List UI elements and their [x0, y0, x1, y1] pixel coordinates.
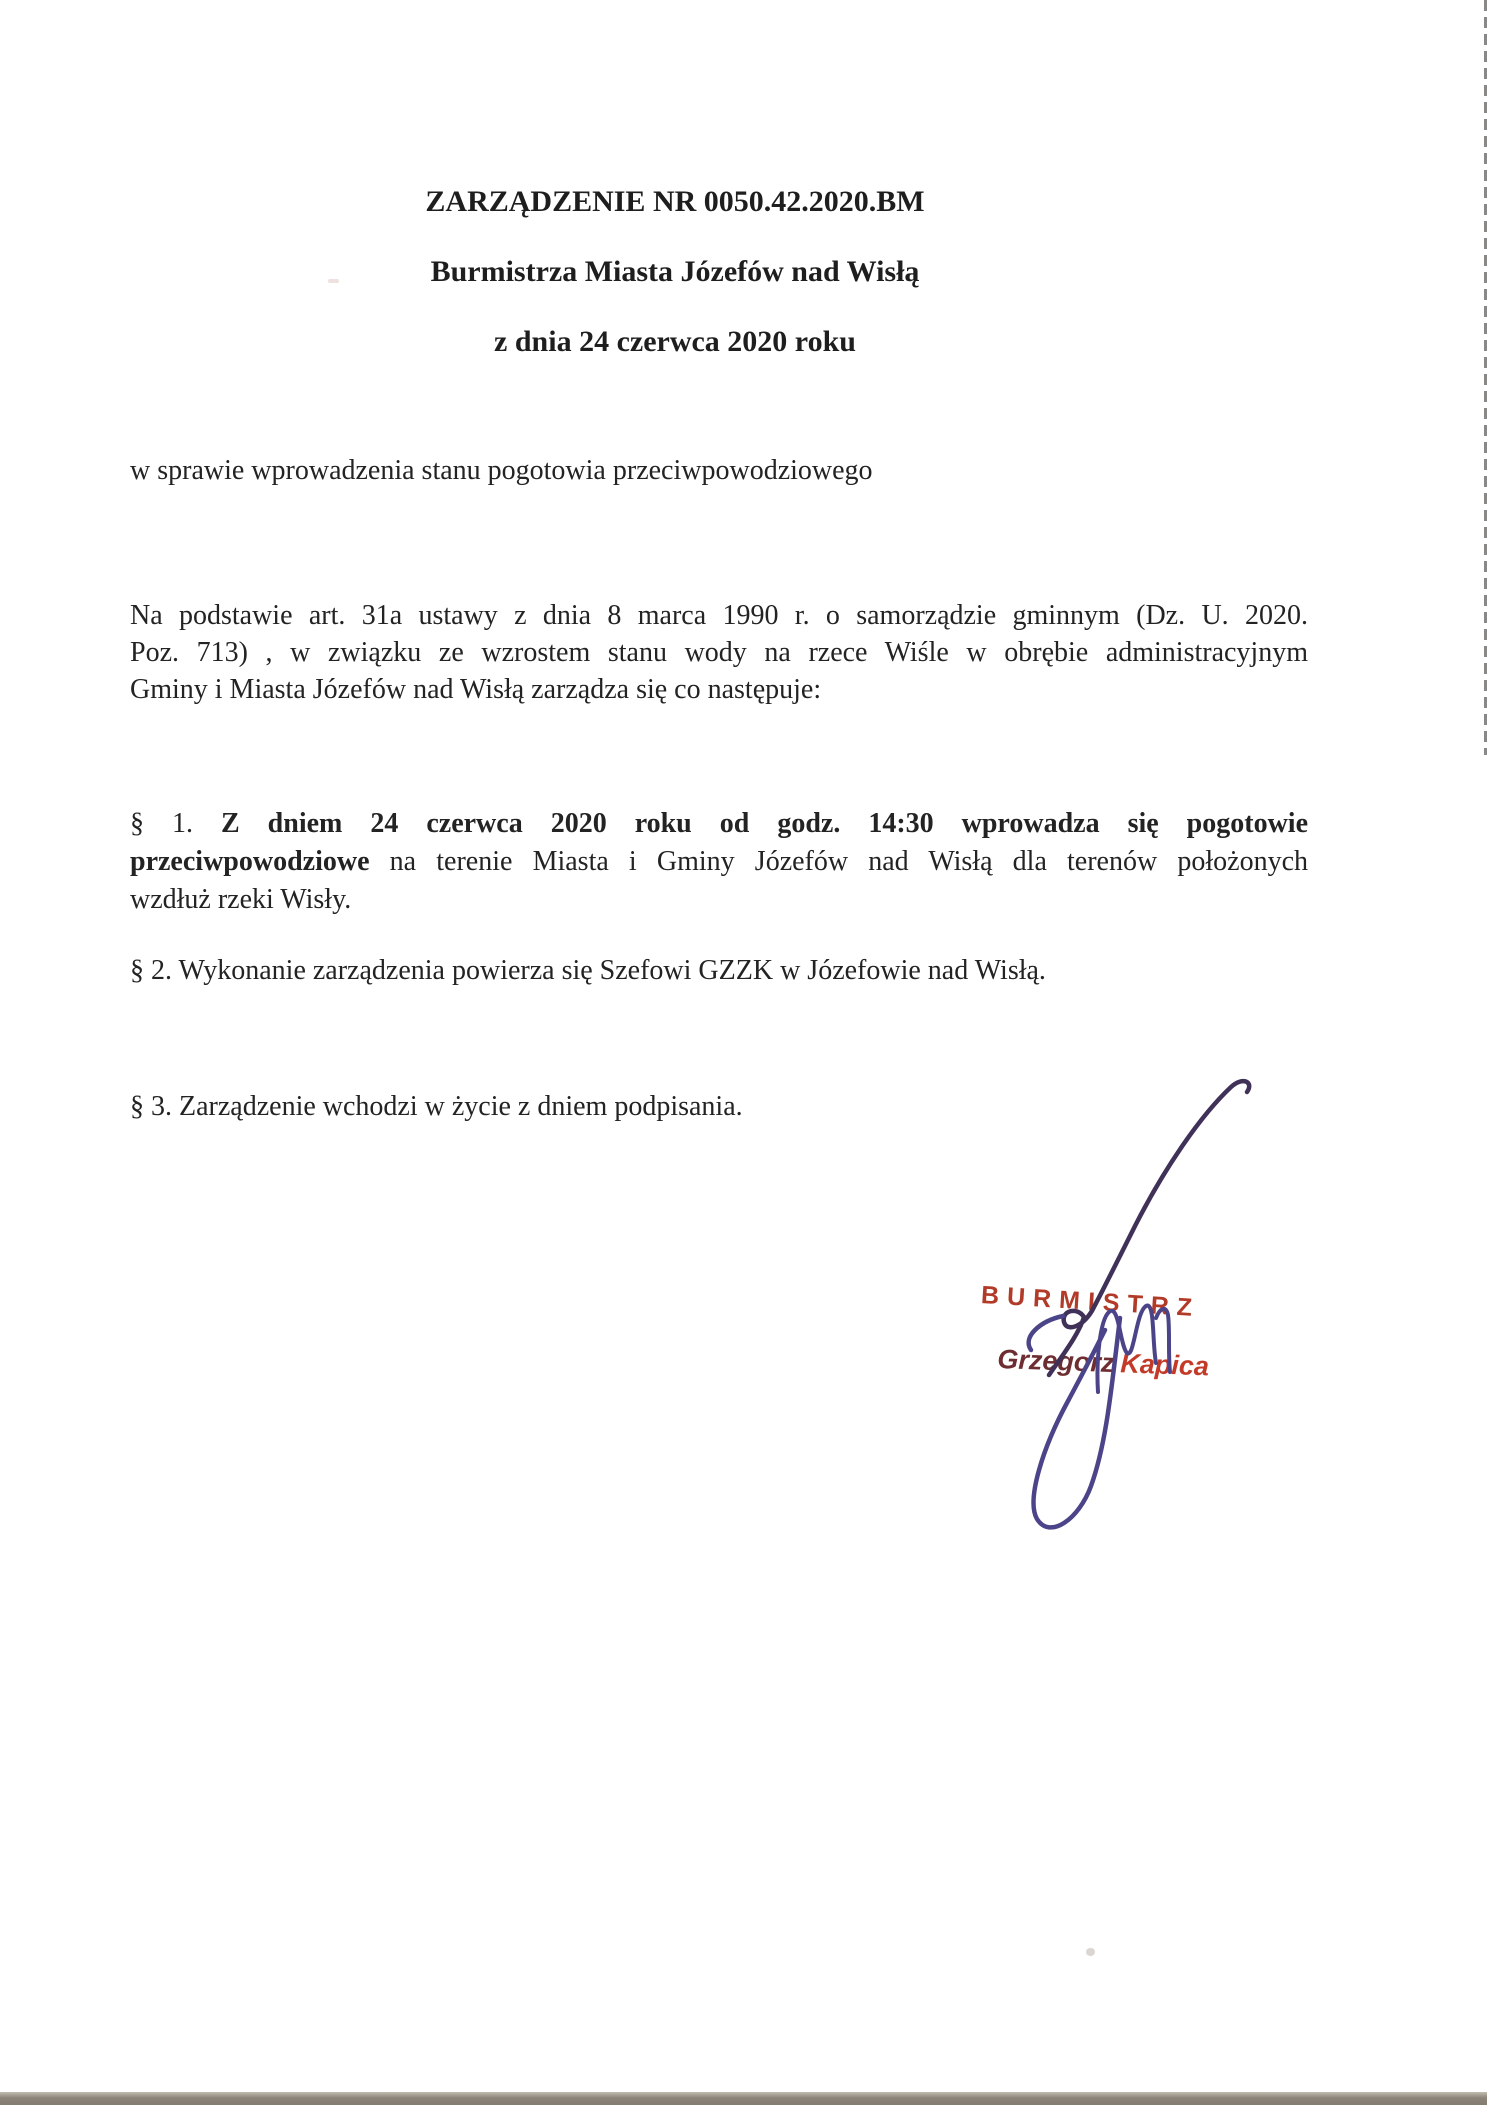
mayor-stamp-title: BURMISTRZ — [980, 1281, 1201, 1323]
paragraph-1-regular-text: na terenie Miasta i Gminy Józefów nad Wisłą dla terenów położonych — [389, 846, 1308, 877]
paragraph-1 — [130, 805, 1308, 919]
paragraph-2: § 2. Wykonanie zarządzenia powierza się Szefowi GZZK w Józefowie nad Wisłą. — [130, 955, 1046, 986]
paragraph-1-bold-continuation: przeciwpowodziowe — [130, 846, 390, 877]
legal-basis-paragraph — [130, 597, 1308, 708]
scan-bottom-shadow — [0, 2092, 1487, 2105]
paragraph-1-line-3: wzdłuż rzeki Wisły. — [130, 884, 352, 915]
scan-smudge-dash — [328, 279, 339, 283]
legal-basis-line-2: Poz. 713) , w związku ze wzrostem stanu wody na rzece Wiśle w obrębie administracyjnym — [130, 637, 1308, 668]
scan-smudge-dot — [1086, 1948, 1095, 1956]
paragraph-3: § 3. Zarządzenie wchodzi w życie z dniem podpisania. — [130, 1091, 743, 1122]
legal-basis-line-3: Gminy i Miasta Józefów nad Wisłą zarządza się co następuje: — [130, 674, 822, 705]
document-date: z dnia 24 czerwca 2020 roku — [494, 325, 856, 358]
paragraph-1-line-2 — [130, 843, 1308, 881]
handwritten-signature — [950, 1040, 1290, 1580]
document-issuer: Burmistrza Miasta Józefów nad Wisłą — [430, 255, 920, 288]
document-subject: w sprawie wprowadzenia stanu pogotowia przeciwpowodziowego — [130, 455, 873, 486]
signature-descender-loop — [1034, 1318, 1120, 1527]
legal-basis-line-1: Na podstawie art. 31a ustawy z dnia 8 marca 1990 r. o samorządzie gminnym (Dz. U. 2020. — [130, 600, 1308, 631]
paragraph-1-bold-text: Z dniem 24 czerwca 2020 roku od godz. 14:30 wprowadza się pogotowie — [221, 808, 1308, 839]
paragraph-1-prefix: § 1. — [130, 808, 221, 839]
signature-initials-squiggle — [1097, 1306, 1170, 1392]
mayor-last-name: Kapica — [1119, 1348, 1210, 1382]
signature-left-flick — [1029, 1316, 1063, 1350]
mayor-first-name: Grzegorz — [996, 1344, 1115, 1379]
signature-main-stroke — [1049, 1081, 1249, 1375]
paragraph-1-line-1 — [130, 805, 1308, 843]
document-title: ZARZĄDZENIE NR 0050.42.2020.BM — [425, 185, 925, 218]
